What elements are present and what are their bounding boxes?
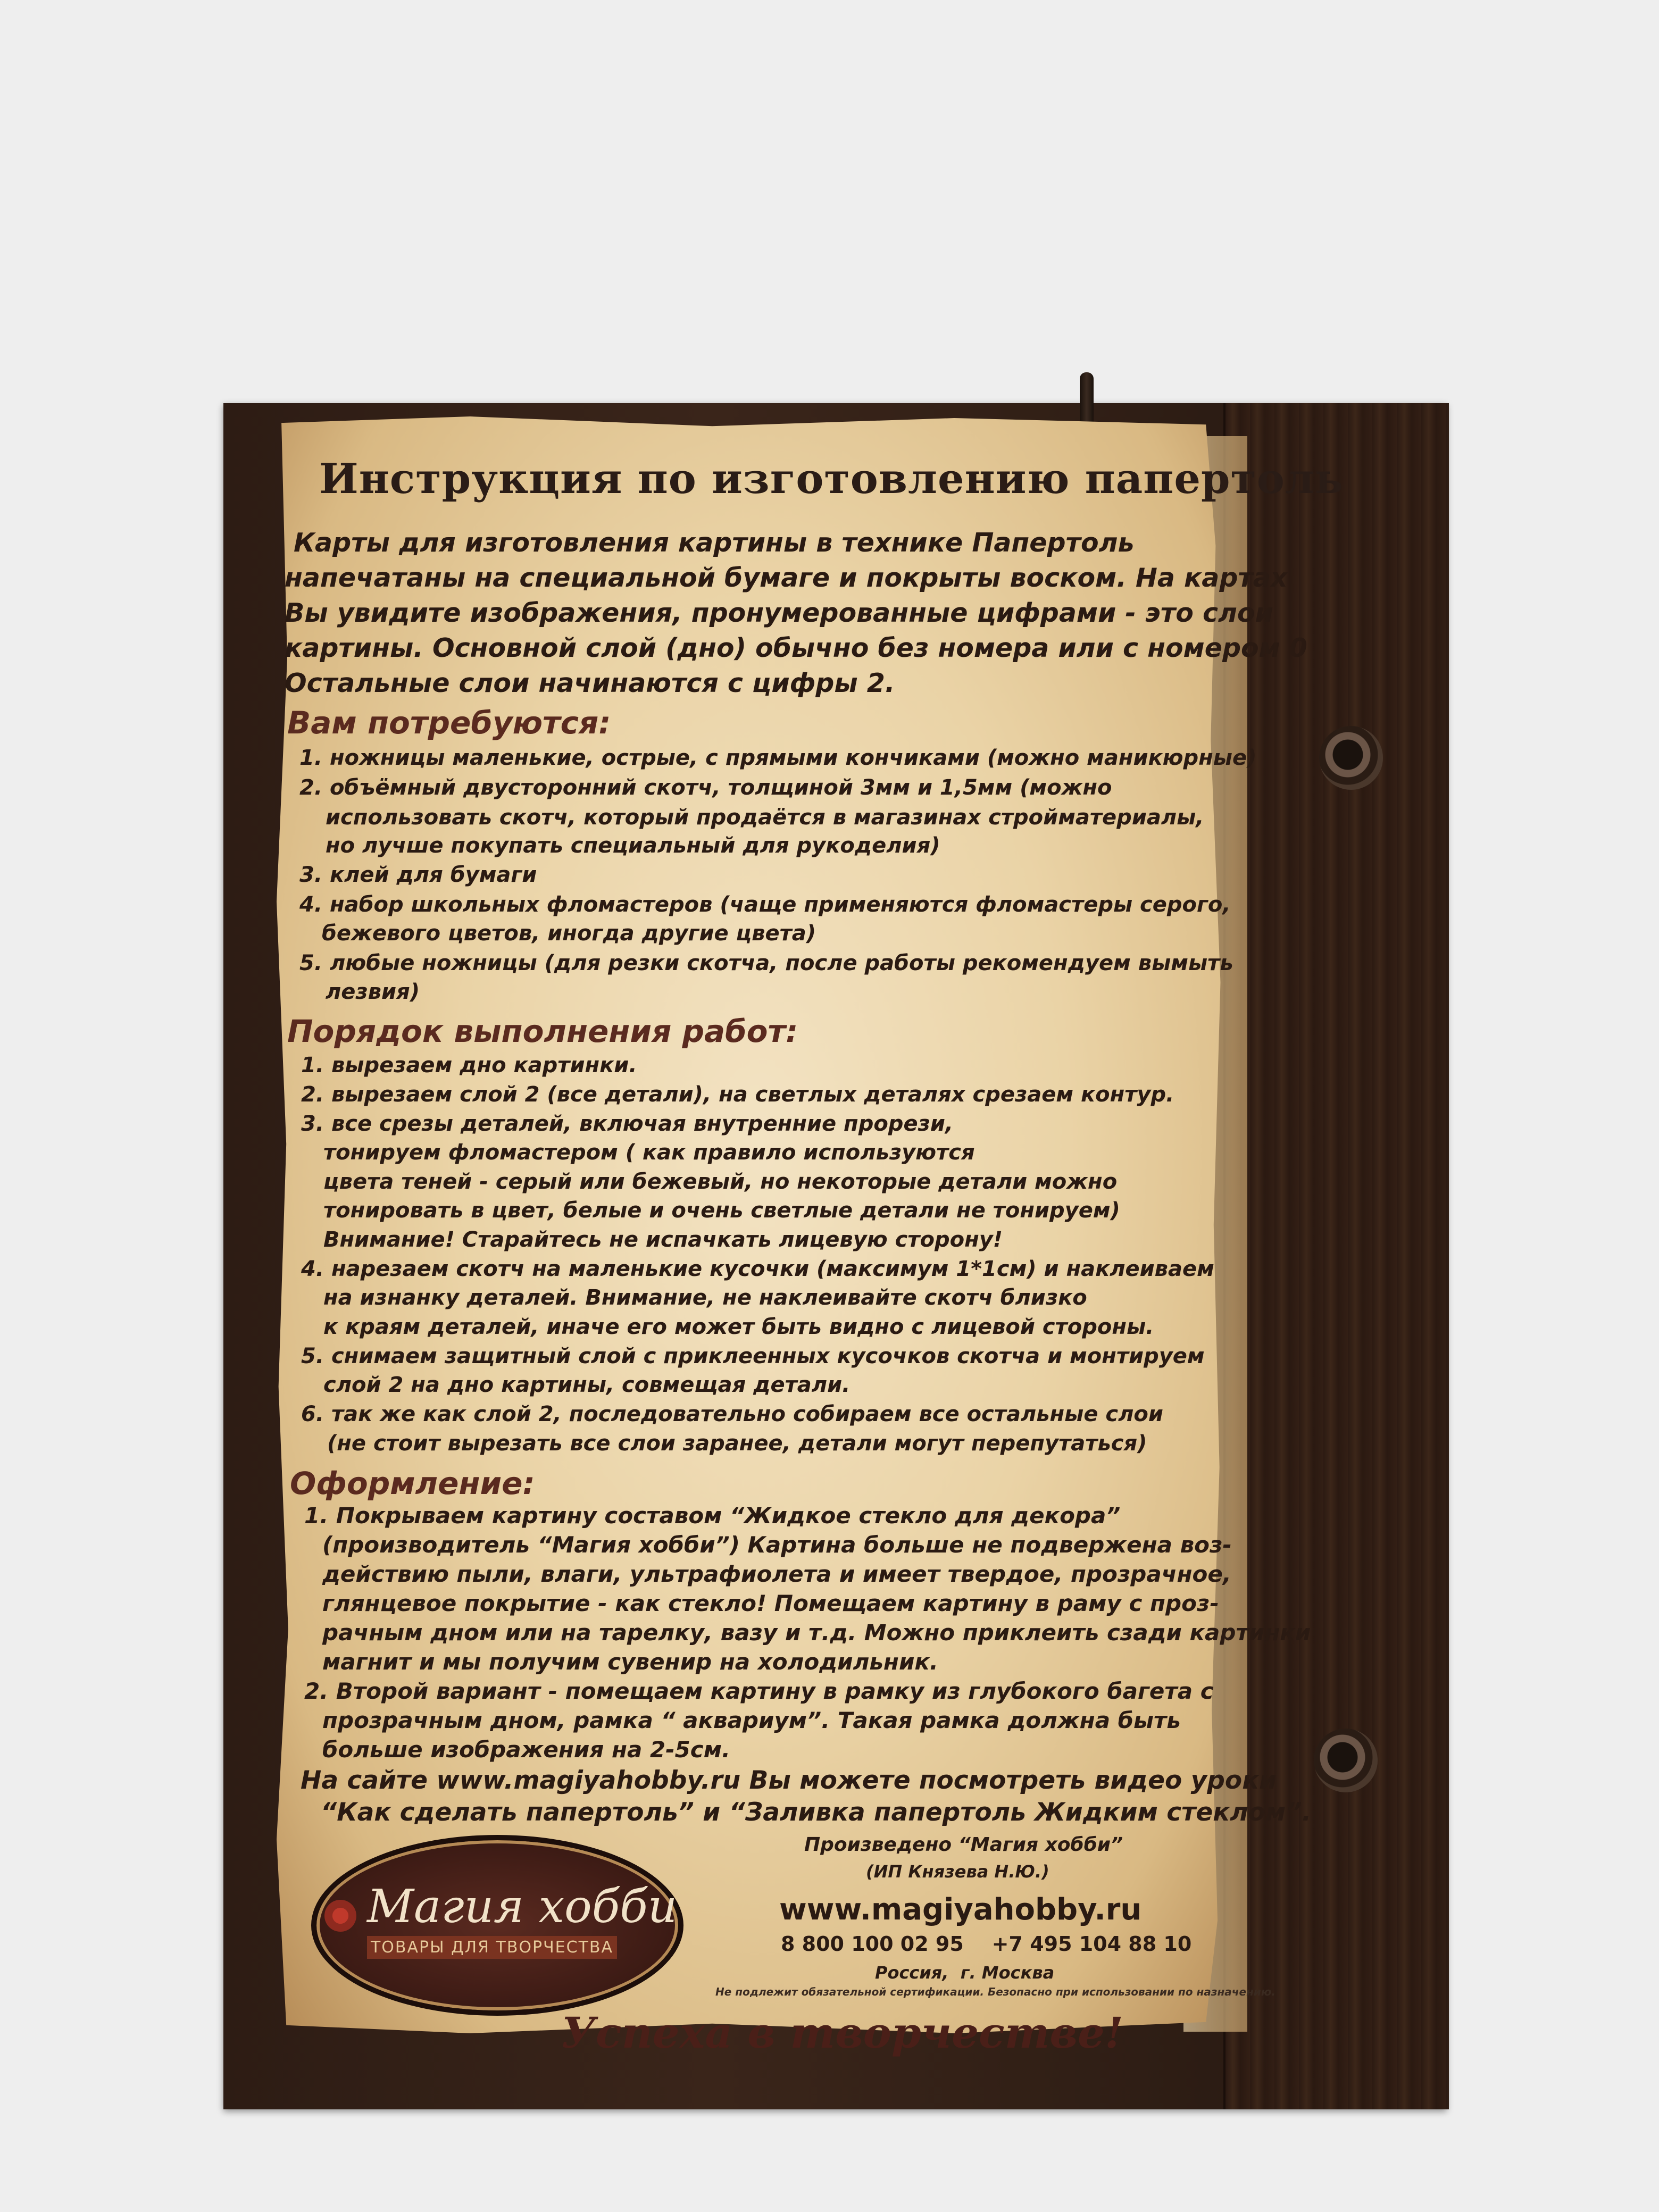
order-line: тонировать в цвет, белые и очень светлые детали не тонируем) xyxy=(323,1198,1120,1223)
producer-owner: (ИП Князева Н.Ю.) xyxy=(866,1862,1049,1882)
design-line: больше изображения на 2-5см. xyxy=(322,1737,730,1763)
needs-line: 3. клей для бумаги xyxy=(299,863,537,887)
design-line: магнит и мы получим сувенир на холодильник. xyxy=(322,1649,938,1675)
producer-phones: 8 800 100 02 95 +7 495 104 88 10 xyxy=(781,1932,1192,1956)
logo-flower-icon xyxy=(324,1900,356,1932)
order-line: 3. все срезы деталей, включая внутренние прорези, xyxy=(301,1112,954,1136)
producer-website: www.magiyahobby.ru xyxy=(779,1892,1142,1927)
site-note-line: На сайте www.magiyahobby.ru Вы можете посмотреть видео уроки xyxy=(301,1766,1277,1795)
design-line: (производитель “Магия хобби”) Картина больше не подвержена воз- xyxy=(322,1532,1232,1558)
order-heading: Порядок выполнения работ: xyxy=(287,1013,798,1049)
grommet-bottom-icon xyxy=(1314,1729,1378,1792)
page-title: Инструкция по изготовлению папертоль xyxy=(319,455,1344,503)
design-line: глянцевое покрытие - как стекло! Помещаем картину в раму с проз- xyxy=(322,1590,1219,1616)
intro-line: картины. Основной слой (дно) обычно без номера или с номером 0 xyxy=(285,633,1307,663)
needs-line: 4. набор школьных фломастеров (чаще применяются фломастеры серого, xyxy=(299,892,1231,917)
producer-line: Произведено “Магия хобби” xyxy=(804,1834,1123,1856)
order-line: 2. вырезаем слой 2 (все детали), на светлых деталях срезаем контур. xyxy=(301,1082,1174,1107)
design-line: прозрачным дном, рамка “ аквариум”. Такая рамка должна быть xyxy=(322,1707,1181,1733)
intro-line: Вы увидите изображения, пронумерованные цифрами - это слои xyxy=(285,598,1273,628)
needs-line: но лучше покупать специальный для рукоделия) xyxy=(326,833,940,858)
order-line: Внимание! Старайтесь не испачкать лицевую сторону! xyxy=(323,1228,1003,1252)
order-line: 5. снимаем защитный слой с приклеенных кусочков скотча и монтируем xyxy=(301,1344,1205,1368)
order-line: 1. вырезаем дно картинки. xyxy=(301,1053,637,1078)
order-line: цвета теней - серый или бежевый, но некоторые детали можно xyxy=(323,1170,1118,1194)
intro-line: напечатаны на специальной бумаге и покрыты воском. На картах xyxy=(285,563,1288,593)
design-line: действию пыли, влаги, ультрафиолета и имеет твердое, прозрачное, xyxy=(322,1561,1231,1587)
design-heading: Оформление: xyxy=(290,1465,535,1501)
design-line: 2. Второй вариант - помещаем картину в рамку из глубокого багета с xyxy=(304,1678,1214,1704)
needs-line: 2. объёмный двусторонний скотч, толщиной 3мм и 1,5мм (можно xyxy=(299,775,1112,800)
intro-line: Остальные слои начинаются с цифры 2. xyxy=(285,668,895,698)
producer-city: Россия, г. Москва xyxy=(875,1963,1055,1983)
order-line: слой 2 на дно картины, совмещая детали. xyxy=(323,1373,851,1397)
order-line: тонируем фломастером ( как правило используются xyxy=(323,1140,975,1165)
order-line: (не стоит вырезать все слои заранее, детали могут перепутаться) xyxy=(327,1431,1147,1456)
order-line: к краям деталей, иначе его может быть видно с лицевой стороны. xyxy=(323,1315,1154,1339)
grommet-top-icon xyxy=(1319,726,1383,790)
order-line: 4. нарезаем скотч на маленькие кусочки (максимум 1*1см) и наклеиваем xyxy=(301,1257,1214,1281)
needs-line: 5. любые ножницы (для резки скотча, после работы рекомендуем вымыть xyxy=(299,951,1233,975)
logo-name: Магия хобби xyxy=(367,1880,678,1933)
needs-line: лезвия) xyxy=(326,980,420,1004)
needs-heading: Вам потребуются: xyxy=(287,705,611,741)
needs-line: 1. ножницы маленькие, острые, с прямыми кончиками (можно маникюрные) xyxy=(299,746,1257,770)
needs-line: бежевого цветов, иногда другие цвета) xyxy=(322,921,816,946)
design-line: рачным дном или на тарелку, вазу и т.д. Можно приклеить сзади картинки xyxy=(322,1620,1311,1646)
design-line: 1. Покрываем картину составом “Жидкое стекло для декора” xyxy=(304,1503,1121,1529)
site-note-line: “Как сделать папертоль” и “Заливка папертоль Жидким стеклом”. xyxy=(321,1798,1312,1827)
slogan: Успеха в творчестве! xyxy=(561,2008,1123,2058)
producer-disclaimer: Не подлежит обязательной сертификации. Безопасно при использовании по назначению. xyxy=(715,1985,1275,1998)
order-line: 6. так же как слой 2, последовательно собираем все остальные слои xyxy=(301,1402,1163,1426)
order-line: на изнанку деталей. Внимание, не наклеивайте скотч близко xyxy=(323,1286,1087,1310)
needs-line: использовать скотч, который продаётся в магазинах стройматериалы, xyxy=(326,805,1204,830)
logo-subtitle: ТОВАРЫ ДЛЯ ТВОРЧЕСТВА xyxy=(367,1936,617,1959)
intro-line: Карты для изготовления картины в технике Папертоль xyxy=(294,528,1135,558)
